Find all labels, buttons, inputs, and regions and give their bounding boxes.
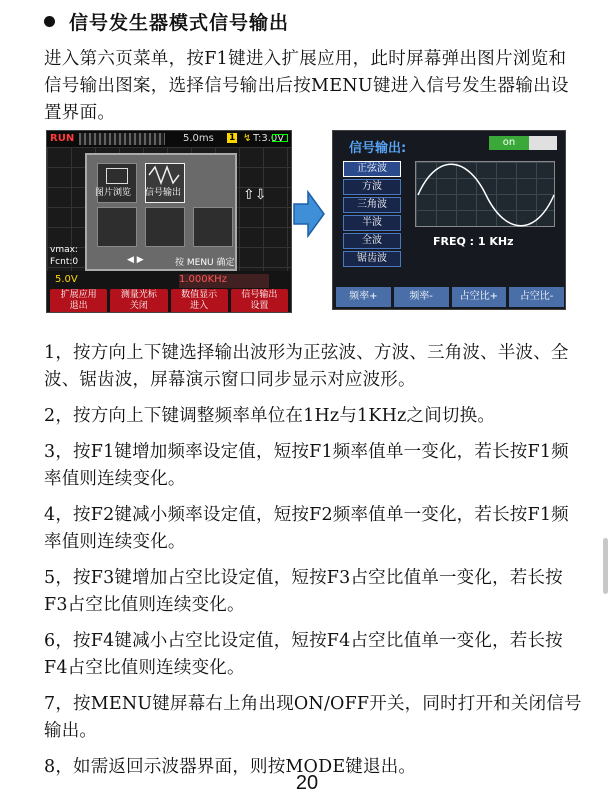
softkey-f4-line2: 设置 [250, 301, 269, 311]
page-number: 20 [295, 772, 319, 794]
freq-down-button[interactable]: 频率- [394, 287, 449, 307]
ch1-voltage: 5.0V [55, 274, 78, 285]
scrollbar[interactable] [603, 538, 608, 594]
channel-badge: 1 [229, 133, 236, 143]
waveform-preview [415, 161, 555, 227]
softkey-f2[interactable] [110, 289, 167, 313]
softkey-f3-line1: 数值显示 [181, 290, 218, 300]
waveform-triangle[interactable]: 三角波 [343, 197, 401, 213]
vmax-label: vmax: [50, 245, 78, 255]
timebase: 5.0ms [183, 133, 214, 144]
duty-up-button[interactable]: 占空比+ [452, 287, 507, 307]
fcnt-label: Fcnt:0 [50, 257, 79, 267]
step-4: 4，按F2键减小频率设定值，短按F2频率值单一变化，若长按F1频率值则连续变化。 [44, 505, 569, 552]
tile-label-signal: 信号输出 [145, 188, 182, 198]
softkey-f1[interactable] [50, 289, 107, 313]
softkey-bar [47, 289, 291, 313]
softkey-f3-line2: 进入 [190, 301, 209, 311]
sine-wave-preview [416, 162, 556, 228]
softkey-f1-line2: 退出 [69, 301, 88, 311]
softkey-f2-line2: 关闭 [129, 301, 148, 311]
heading-text: 信号发生器模式信号输出 [69, 12, 290, 34]
waveform-overview [79, 133, 165, 145]
status-bar [47, 131, 291, 147]
freq-up-button[interactable]: 频率+ [336, 287, 391, 307]
frequency-readout: FREQ : 1 KHz [433, 235, 514, 248]
oscilloscope-menu-screenshot [46, 130, 292, 313]
waveform-full[interactable]: 全波 [343, 233, 401, 249]
step-8: 8，如需返回示波器界面，则按MODE键退出。 [44, 757, 417, 777]
section-heading [44, 8, 289, 35]
switch-off-side [529, 136, 557, 150]
nav-arrows: ◀ ▶ [127, 255, 144, 265]
on-off-switch[interactable]: on [489, 136, 529, 150]
signal-wave-icon [146, 164, 184, 186]
step-5: 5，按F3键增加占空比设定值，短按F3占空比值单一变化，若长按F3占空比值则连续变化。 [44, 568, 563, 615]
tile-label-image: 图片浏览 [95, 188, 132, 198]
steps-list [44, 340, 584, 790]
run-status: RUN [50, 133, 75, 144]
ch2-frequency: 1.000KHz [179, 274, 269, 288]
image-icon [106, 168, 128, 184]
signal-output-title: 信号输出: [349, 141, 407, 156]
signal-generator-screenshot [332, 130, 566, 310]
step-7: 7，按MENU键屏幕右上角出现ON/OFF开关，同时打开和关闭信号输出。 [44, 694, 582, 741]
step-2: 2，按方向上下键调整频率单位在1Hz与1KHz之间切换。 [44, 406, 496, 426]
arrow-right-icon [292, 190, 326, 238]
tile-empty-1 [97, 207, 137, 247]
step-1: 1，按方向上下键选择输出波形为正弦波、方波、三角波、半波、全波、锯齿波，屏幕演示窗口同步显示对应波形。 [44, 343, 569, 390]
waveform-half[interactable]: 半波 [343, 215, 401, 231]
trigger-edge-icon: ↯ [243, 133, 252, 144]
battery-icon [272, 134, 288, 142]
softkey-f1-line1: 扩展应用 [60, 290, 97, 300]
waveform-list [343, 161, 401, 269]
signal-softkey-bar [336, 287, 564, 307]
menu-confirm-hint: 按 MENU 确定 [175, 258, 235, 268]
softkey-f4[interactable] [231, 289, 288, 313]
step-6: 6，按F4键减小占空比设定值，短按F4占空比值单一变化，若长按F4占空比值则连续变化。 [44, 631, 563, 678]
intro-paragraph: 进入第六页菜单，按F1键进入扩展应用，此时屏幕弹出图片浏览和信号输出图案，选择信号输出后按MENU键进入信号发生器输出设置界面。 [44, 49, 569, 123]
waveform-sawtooth[interactable]: 锯齿波 [343, 251, 401, 267]
softkey-f3[interactable] [171, 289, 228, 313]
step-3: 3，按F1键增加频率设定值，短按F1频率值单一变化，若长按F1频率值则连续变化。 [44, 442, 569, 489]
softkey-f4-line1: 信号输出 [241, 290, 278, 300]
duty-down-button[interactable]: 占空比- [509, 287, 564, 307]
trigger-level: T:3.0V [253, 133, 285, 144]
bullet-icon [44, 16, 55, 27]
tile-empty-3 [193, 207, 233, 247]
updown-arrows-icon: ⇧⇩ [243, 187, 267, 203]
softkey-f2-line1: 测量光标 [120, 290, 157, 300]
tile-empty-2 [145, 207, 185, 247]
waveform-sine[interactable]: 正弦波 [343, 161, 401, 177]
extension-dialog [85, 153, 237, 271]
waveform-square[interactable]: 方波 [343, 179, 401, 195]
